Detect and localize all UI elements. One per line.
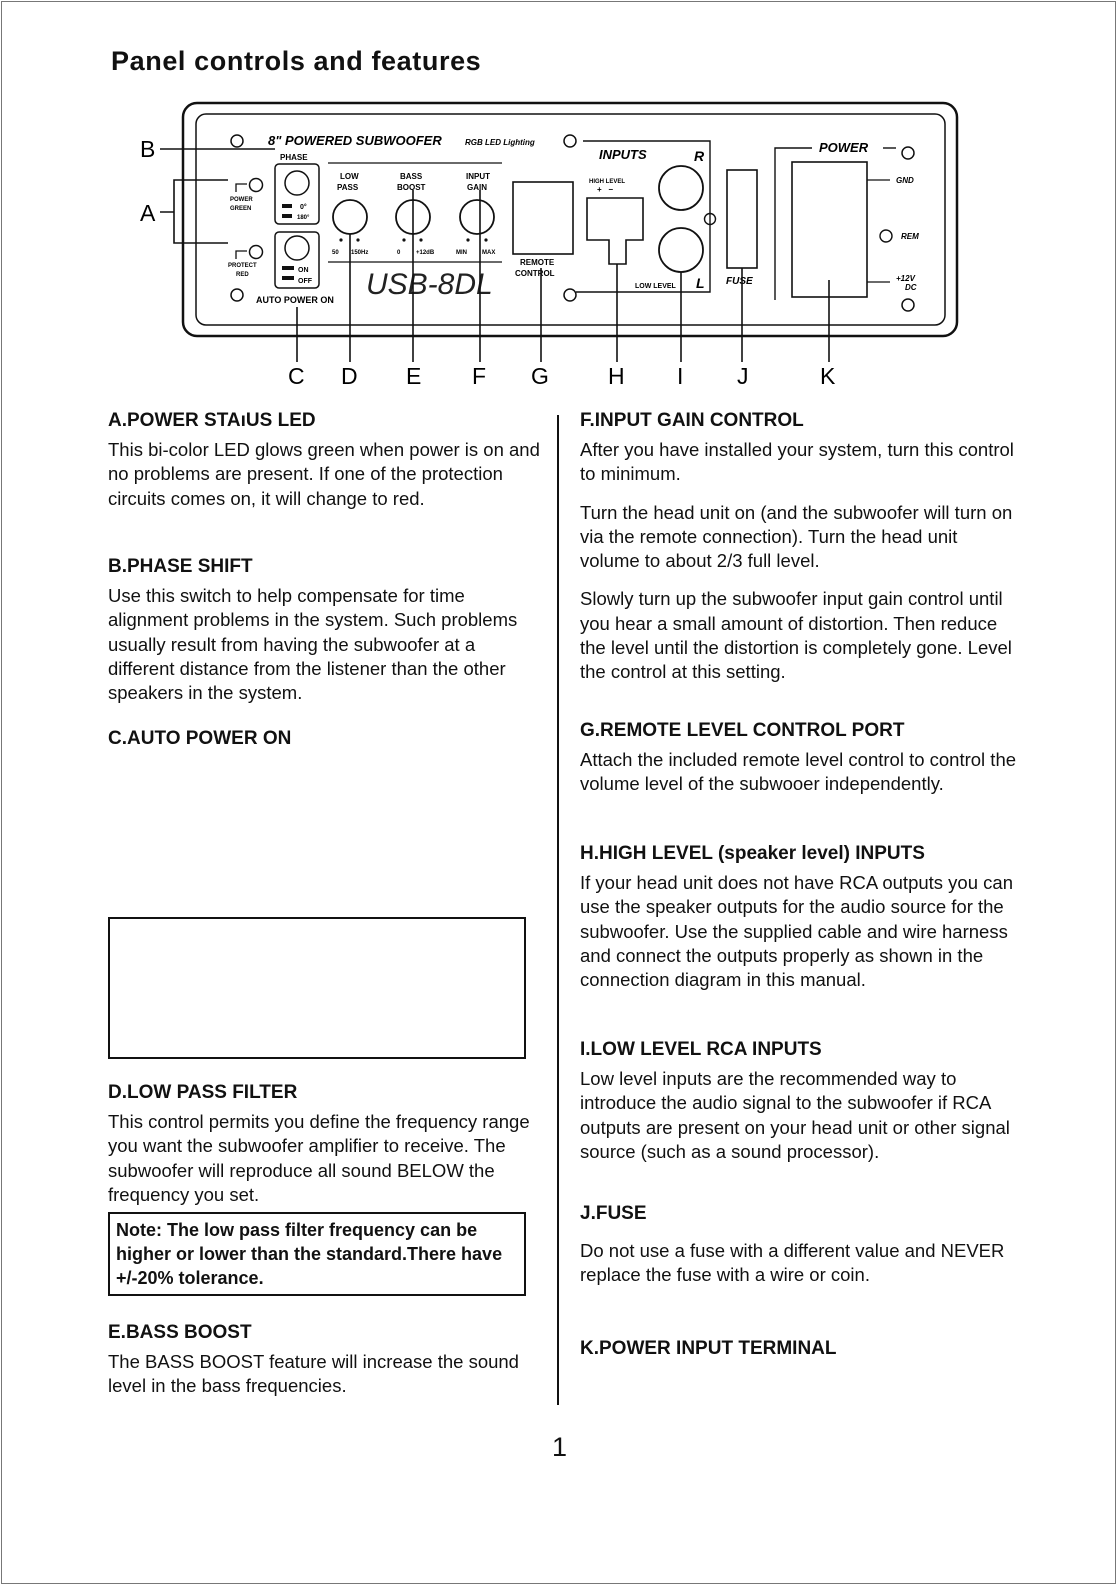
screw-icon	[564, 135, 576, 147]
section-body: Low level inputs are the recommended way to introduce the audio signal to the subwoofer if RCA outputs are present on your head unit or other signal source (such as a sound processor).	[580, 1068, 1010, 1162]
panel-detail	[466, 238, 469, 241]
auto-on-label: ON	[298, 267, 309, 274]
low-pass-label-1: LOW	[340, 172, 359, 181]
section-power-status-led	[108, 410, 543, 511]
section-heading: J.FUSE	[580, 1203, 647, 1224]
callout-e: E	[406, 363, 422, 389]
section-body: Do not use a fuse with a different value and NEVER replace the fuse with a wire or coin.	[580, 1240, 1005, 1286]
section-input-gain-control	[580, 410, 1020, 685]
protect-led-icon	[250, 246, 263, 259]
low-pass-label-2: PASS	[337, 183, 359, 192]
section-power-input-terminal	[580, 1338, 1020, 1366]
high-level-polarity: + −	[597, 185, 614, 194]
power-led-bracket-icon	[236, 184, 247, 192]
inputs-label: INPUTS	[599, 147, 647, 162]
auto-power-label: AUTO POWER ON	[256, 295, 334, 305]
bass-min: 0	[397, 250, 401, 256]
phase-0-label: 0°	[300, 204, 307, 211]
rem-terminal-icon	[880, 230, 892, 242]
section-body: Slowly turn up the subwoofer input gain control until you hear a small amount of distortion. Then reduce the level until the distortion is completely gone. Level the control at this setting.	[580, 588, 1012, 683]
fuse-holder	[727, 170, 757, 268]
callout-g: G	[531, 363, 549, 389]
section-body: The BASS BOOST feature will increase the sound level in the bass frequencies.	[108, 1351, 519, 1397]
section-body: Use this switch to help compensate for time alignment problems in the system. Such problems usually result from having the subwoofer at a different distance from the listener than the other speakers in the system.	[108, 585, 518, 704]
panel-detail	[356, 238, 359, 241]
section-heading: A.POWER STAıUS LED	[108, 410, 316, 431]
callout-j: J	[737, 363, 749, 389]
screw-icon	[564, 289, 576, 301]
callout-f: F	[472, 363, 487, 389]
section-heading: B.PHASE SHIFT	[108, 556, 253, 577]
panel-diagram	[0, 95, 1119, 395]
section-heading: C.AUTO POWER ON	[108, 728, 292, 749]
bass-boost-label-2: BOOST	[397, 183, 426, 192]
power-label: POWER	[819, 140, 869, 155]
screw-icon	[902, 147, 914, 159]
input-gain-label-2: GAIN	[467, 183, 487, 192]
section-heading: I.LOW LEVEL RCA INPUTS	[580, 1039, 822, 1060]
screw-icon	[231, 289, 243, 301]
section-remote-level-control-port	[580, 720, 1020, 797]
section-heading: G.REMOTE LEVEL CONTROL PORT	[580, 720, 905, 741]
phase-label: PHASE	[280, 153, 308, 162]
section-heading: E.BASS BOOST	[108, 1322, 252, 1343]
rem-label: REM	[901, 232, 919, 241]
column-divider	[557, 415, 559, 1405]
section-body: Turn the head unit on (and the subwoofer will turn on via the remote connection). Turn the head unit volume to about 2/3 full level.	[580, 501, 1013, 572]
low-pass-max: 150Hz	[351, 250, 369, 256]
section-fuse	[580, 1203, 1020, 1288]
power-led-label-2: GREEN	[230, 206, 252, 212]
section-heading: K.POWER INPUT TERMINAL	[580, 1338, 837, 1359]
panel-model-name: USB-8DL	[366, 268, 493, 301]
v12-label-1: +12V	[896, 274, 915, 283]
protect-led-bracket-icon	[236, 251, 247, 259]
power-bracket	[775, 148, 812, 300]
section-body: This bi-color LED glows green when power is on and no problems are present. If one of the protection circuits comes on, it will change to red.	[108, 439, 540, 509]
phase-switch-knob-icon	[285, 171, 309, 195]
remote-label-2: CONTROL	[515, 269, 555, 278]
page-number: 1	[552, 1432, 568, 1462]
note-box: Note: The low pass filter frequency can be higher or lower than the standard.There have +/-20% tolerance.	[108, 1212, 526, 1296]
callout-h: H	[608, 363, 625, 389]
rca-l-label: L	[696, 275, 705, 291]
auto-on-marker-icon	[282, 266, 294, 270]
power-led-label-1: POWER	[230, 197, 253, 203]
remote-label-1: REMOTE	[520, 258, 555, 267]
section-low-level-rca-inputs	[580, 1039, 1020, 1164]
section-phase-shift	[108, 556, 543, 705]
section-bass-boost	[108, 1322, 543, 1399]
auto-off-marker-icon	[282, 276, 294, 280]
phase-180-label: 180°	[297, 215, 310, 221]
leader-a	[160, 180, 228, 243]
callout-k: K	[820, 363, 836, 389]
gain-max: MAX	[482, 250, 496, 256]
section-body: This control permits you define the frequency range you want the subwoofer amplifier to receive. The subwoofer will reproduce all sound BELOW the frequency you set.	[108, 1111, 530, 1205]
auto-off-label: OFF	[298, 278, 312, 285]
panel-rgb-label: RGB LED Lighting	[465, 138, 535, 147]
callout-b: B	[140, 136, 156, 162]
gain-min: MIN	[456, 250, 467, 256]
rca-l-jack-icon	[659, 228, 703, 272]
panel-detail	[484, 238, 487, 241]
low-level-label: LOW LEVEL	[635, 283, 676, 290]
gnd-label: GND	[896, 176, 914, 185]
remote-port	[513, 182, 573, 254]
protect-led-label-1: PROTECT	[228, 263, 257, 269]
section-high-level-inputs	[580, 843, 1020, 992]
section-body: Attach the included remote level control to control the volume level of the subwooer independently.	[580, 749, 1017, 795]
auto-power-knob-icon	[285, 236, 309, 260]
section-low-pass-filter	[108, 1082, 543, 1207]
bass-max: +12dB	[416, 250, 435, 256]
page-title: Panel controls and features	[111, 46, 482, 76]
callout-i: I	[677, 363, 684, 389]
section-auto-power-on	[108, 728, 543, 756]
callout-c: C	[288, 363, 305, 389]
high-level-label: HIGH LEVEL	[589, 179, 626, 185]
fuse-label: FUSE	[726, 276, 753, 287]
low-pass-knob-icon	[333, 200, 367, 234]
screw-icon	[902, 299, 914, 311]
section-body: After you have installed your system, turn this control to minimum.	[580, 439, 1014, 485]
low-pass-min: 50	[332, 250, 339, 256]
section-heading: H.HIGH LEVEL (speaker level) INPUTS	[580, 843, 925, 864]
callout-a: A	[140, 200, 156, 226]
phase-0-marker-icon	[282, 204, 292, 208]
callout-d: D	[341, 363, 358, 389]
panel-detail	[419, 238, 422, 241]
empty-box	[108, 917, 526, 1059]
panel-model-heading: 8" POWERED SUBWOOFER	[268, 133, 442, 148]
power-terminal-block	[792, 162, 867, 297]
input-gain-label-1: INPUT	[466, 172, 490, 181]
section-body: If your head unit does not have RCA outputs you can use the speaker outputs for the audio source for the subwoofer. Use the supplied cable and wire harness and connect the outputs properly as shown in the connection diagram in this manual.	[580, 872, 1013, 991]
phase-180-marker-icon	[282, 214, 292, 218]
bass-boost-label-1: BASS	[400, 172, 423, 181]
screw-icon	[231, 135, 243, 147]
section-heading: D.LOW PASS FILTER	[108, 1082, 298, 1103]
power-led-icon	[250, 179, 263, 192]
v12-label-2: DC	[905, 283, 917, 292]
protect-led-label-2: RED	[236, 272, 249, 278]
high-level-connector	[587, 198, 643, 264]
input-gain-knob-icon	[460, 200, 494, 234]
panel-detail	[402, 238, 405, 241]
rca-r-jack-icon	[659, 166, 703, 210]
section-heading: F.INPUT GAIN CONTROL	[580, 410, 804, 431]
rca-r-label: R	[694, 148, 705, 164]
panel-detail	[339, 238, 342, 241]
